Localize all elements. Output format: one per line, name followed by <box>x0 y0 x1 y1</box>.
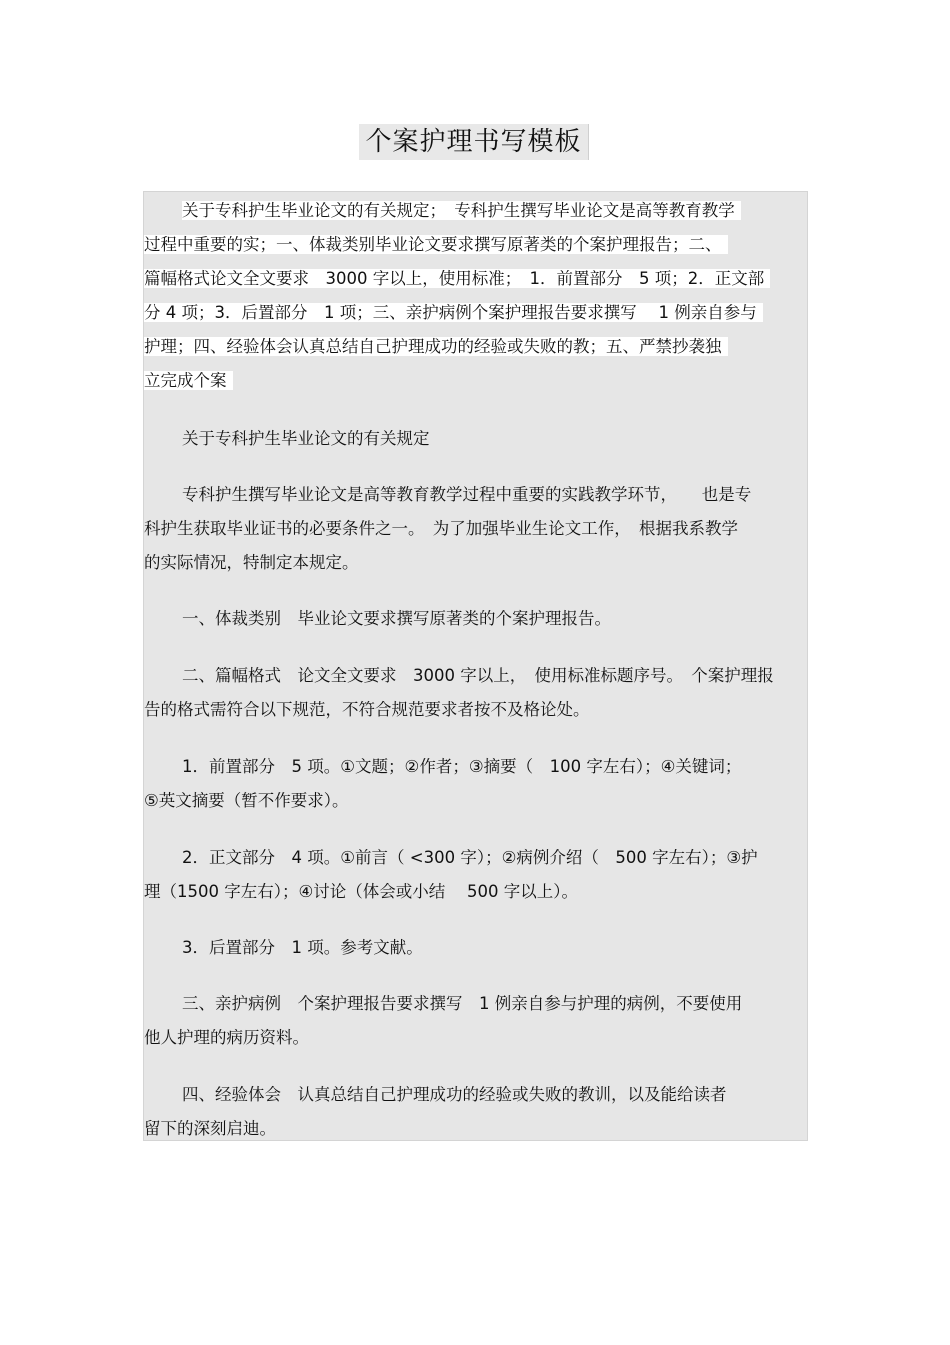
paragraph-experience: 四、经验体会 认真总结自己护理成功的经验或失败的教训，以及能给读者 留下的深刻启迪。 <box>144 1085 727 1138</box>
paragraph-intro: 专科护生撰写毕业论文是高等教育教学过程中重要的实践教学环节， 也是专 科护生获取毕业证书的必要条件之一。 为了加强毕业生论文工作， 根据我系教学 的实际情况，特制定本规定。 <box>144 485 752 572</box>
summary-block <box>144 194 809 398</box>
summary-line: 关于专科护生毕业论文的有关规定； 专科护生撰写毕业论文是高等教育教学 <box>144 194 809 228</box>
summary-line: 过程中重要的实；一、体裁类别毕业论文要求撰写原著类的个案护理报告；二、 <box>144 228 809 262</box>
paragraph-main-body: 2．正文部分 4 项。①前言（ <300 字）；②病例介绍（ 500 字左右）；③护 理（1500 字左右）；④讨论（体会或小结 500 字以上）。 <box>144 848 758 901</box>
summary-line: 分 4 项；3．后置部分 1 项；三、亲护病例个案护理报告要求撰写 1 例亲自参与 <box>144 296 809 330</box>
paragraph-format: 二、篇幅格式 论文全文要求 3000 字以上， 使用标准标题序号。 个案护理报 告的格式需符合以下规范，不符合规范要求者按不及格论处。 <box>144 666 774 719</box>
summary-line: 立完成个案 <box>144 364 809 398</box>
document-body <box>143 191 808 1141</box>
paragraph-genre: 一、体裁类别 毕业论文要求撰写原著类的个案护理报告。 <box>182 609 611 628</box>
paragraph-back-matter: 3．后置部分 1 项。参考文献。 <box>182 938 423 957</box>
paragraph-heading: 关于专科护生毕业论文的有关规定 <box>182 429 430 448</box>
paragraph-case: 三、亲护病例 个案护理报告要求撰写 1 例亲自参与护理的病例，不要使用 他人护理的病历资料。 <box>144 994 743 1047</box>
paragraph-front-matter: 1．前置部分 5 项。①文题；②作者；③摘要（ 100 字左右）；④关键词； ⑤英文摘要（暂不作要求）。 <box>144 757 742 810</box>
summary-line: 篇幅格式论文全文要求 3000 字以上，使用标准； 1．前置部分 5 项；2．正文部 <box>144 262 809 296</box>
page-title: 个案护理书写模板 <box>359 124 589 160</box>
summary-line: 护理；四、经验体会认真总结自己护理成功的经验或失败的教；五、严禁抄袭独 <box>144 330 809 364</box>
